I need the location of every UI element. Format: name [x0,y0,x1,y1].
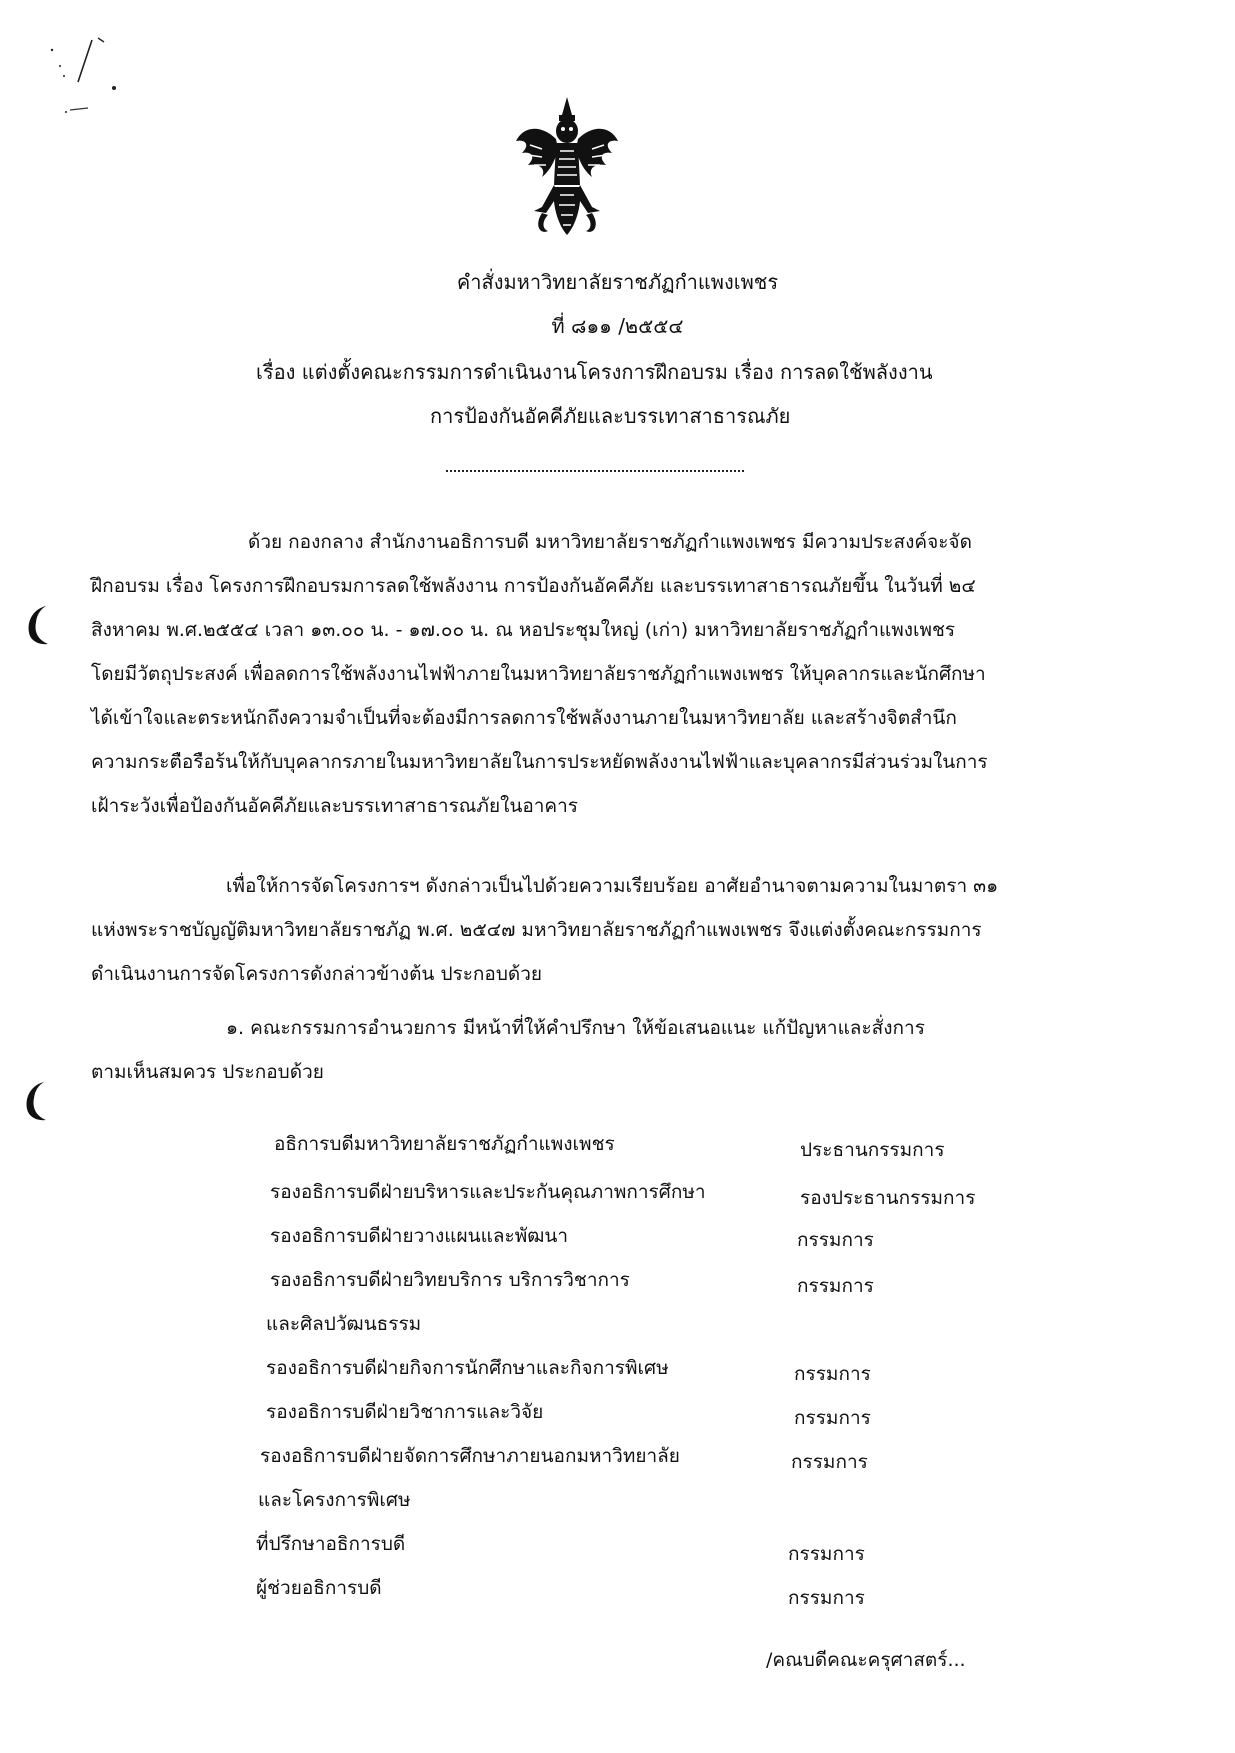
committee-member-name: และศิลปวัฒนธรรม [266,1313,422,1335]
para2-line: เพื่อให้การจัดโครงการฯ ดังกล่าวเป็นไปด้วยความเรียบร้อย อาศัยอำนาจตามความในมาตรา ๓๑ [226,875,999,897]
subject-line-2: การป้องกันอัคคีภัยและบรรเทาสาธารณภัย [430,404,791,428]
committee-member-name: รองอธิการบดีฝ่ายกิจการนักศึกษาและกิจการพิเศษ [266,1357,669,1379]
para1-line: ด้วย กองกลาง สำนักงานอธิการบดี มหาวิทยาลัยราชภัฏกำแพงเพชร มีความประสงค์จะจัด [248,531,972,553]
committee-member-role: รองประธานกรรมการ [800,1187,976,1209]
committee-member-name: ที่ปรึกษาอธิการบดี [256,1533,406,1555]
para2-line: แห่งพระราชบัญญัติมหาวิทยาลัยราชภัฏ พ.ศ. ๒๕๔๗ มหาวิทยาลัยราชภัฏกำแพงเพชร จึงแต่งตั้งคณะกรรมการ [91,919,982,941]
para3-line: ตามเห็นสมควร ประกอบด้วย [91,1061,324,1083]
committee-member-role: ประธานกรรมการ [800,1139,945,1161]
committee-member-role: กรรมการ [794,1363,871,1385]
committee-member-role: กรรมการ [794,1407,871,1429]
committee-member-name: รองอธิการบดีฝ่ายวิทยบริการ บริการวิชาการ [270,1269,630,1291]
para2-line: ดำเนินงานการจัดโครงการดังกล่าวข้างต้น ประกอบด้วย [91,963,543,985]
committee-member-role: กรรมการ [788,1543,865,1565]
committee-member-role: กรรมการ [788,1587,865,1609]
para1-line: เฝ้าระวังเพื่อป้องกันอัคคีภัยและบรรเทาสาธารณภัยในอาคาร [91,795,579,817]
committee-member-name: รองอธิการบดีฝ่ายบริหารและประกันคุณภาพการศึกษา [270,1181,706,1203]
committee-member-name: รองอธิการบดีฝ่ายวิชาการและวิจัย [266,1401,544,1423]
order-number: ที่ ๘๑๑ /๒๕๕๔ [551,314,684,338]
order-title: คำสั่งมหาวิทยาลัยราชภัฏกำแพงเพชร [456,270,779,294]
punch-hole-icon [22,1080,48,1122]
continuation-note: /คณบดีคณะครุศาสตร์... [766,1649,966,1671]
committee-member-role: กรรมการ [791,1451,868,1473]
committee-member-name: อธิการบดีมหาวิทยาลัยราชภัฏกำแพงเพชร [274,1133,615,1155]
committee-member-name: รองอธิการบดีฝ่ายวางแผนและพัฒนา [270,1225,569,1247]
para1-line: ฝึกอบรม เรื่อง โครงการฝึกอบรมการลดใช้พลังงาน การป้องกันอัคคีภัย และบรรเทาสาธารณภัยขึ้น ในวันที่ ๒๔ [91,575,976,597]
committee-member-name: รองอธิการบดีฝ่ายจัดการศึกษาภายนอกมหาวิทยาลัย [260,1445,680,1467]
committee-member-name: ผู้ช่วยอธิการบดี [256,1577,382,1599]
para1-line: สิงหาคม พ.ศ.๒๕๕๔ เวลา ๑๓.๐๐ น. - ๑๗.๐๐ น. ณ หอประชุมใหญ่ (เก่า) มหาวิทยาลัยราชภัฏกำแพงเพชร [91,619,956,641]
punch-hole-icon [24,604,50,646]
subject-line-1: เรื่อง แต่งตั้งคณะกรรมการดำเนินงานโครงการฝึกอบรม เรื่อง การลดใช้พลังงาน [256,360,933,384]
para1-line: โดยมีวัตถุประสงค์ เพื่อลดการใช้พลังงานไฟฟ้าภายในมหาวิทยาลัยราชภัฏกำแพงเพชร ให้บุคลากรและนักศึกษา [91,663,986,685]
para3-line: ๑. คณะกรรมการอำนวยการ มีหน้าที่ให้คำปรึกษา ให้ข้อเสนอแนะ แก้ปัญหาและสั่งการ [226,1017,925,1039]
scan-specks [30,20,140,130]
separator-dotted-line [446,470,744,472]
para1-line: ความกระตือรือร้นให้กับบุคลากรภายในมหาวิทยาลัยในการประหยัดพลังงานไฟฟ้าและบุคลากรมีส่วนร่วมในการ [91,751,988,773]
committee-member-role: กรรมการ [797,1275,874,1297]
committee-member-name: และโครงการพิเศษ [258,1489,411,1511]
committee-member-role: กรรมการ [797,1229,874,1251]
garuda-emblem-icon [512,95,622,245]
para1-line: ได้เข้าใจและตระหนักถึงความจำเป็นที่จะต้องมีการลดการใช้พลังงานภายในมหาวิทยาลัย และสร้างจิตสำนึก [91,707,957,729]
